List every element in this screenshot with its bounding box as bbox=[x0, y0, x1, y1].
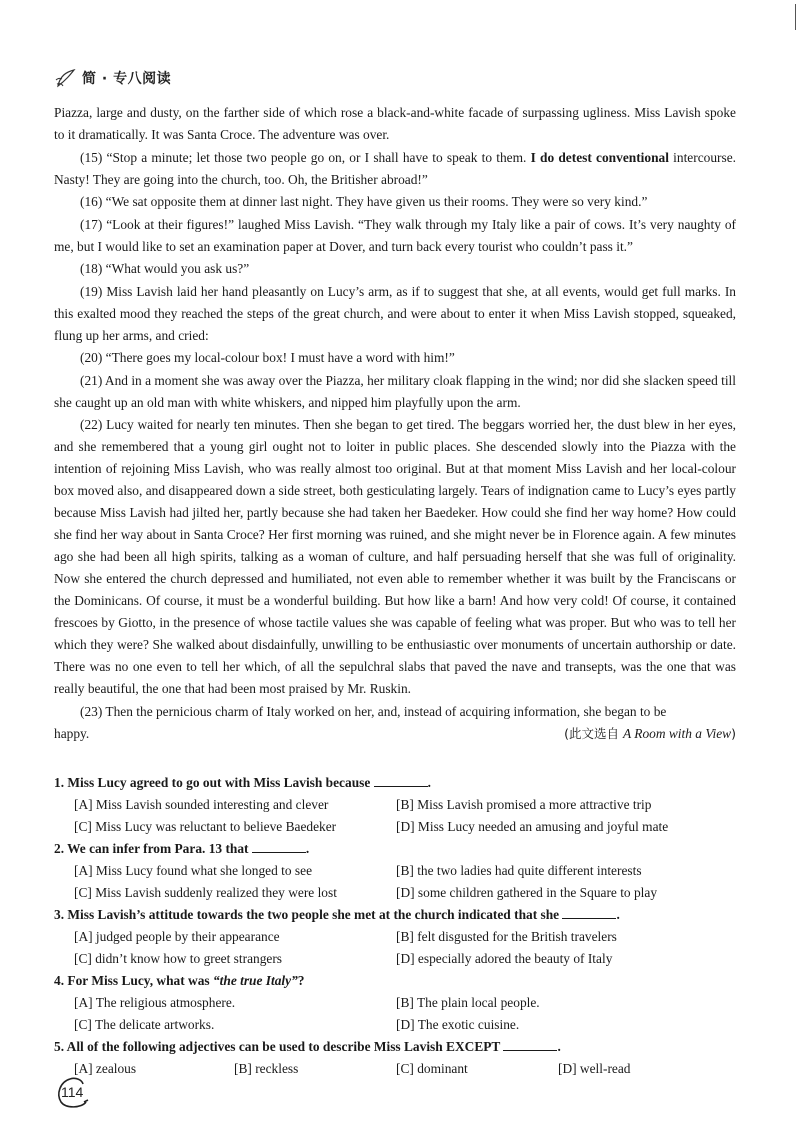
option-b: [B] Miss Lavish promised a more attractive trip bbox=[396, 797, 652, 812]
question-1-stem: 1. Miss Lucy agreed to go out with Miss Lavish because . bbox=[54, 775, 432, 790]
question-3-stem: 3. Miss Lavish’s attitude towards the two people she met at the church indicated that she . bbox=[54, 907, 620, 922]
question-1-options bbox=[54, 794, 744, 838]
paragraph-22: (22) Lucy waited for nearly ten minutes. Then she began to get tired. The beggars worried her, the dust blew in her eyes, and she remembered that a young girl ought not to loiter in public places. She descended slowly into the Piazza with the intention of rejoining Miss Lavish, who was really almost too original. But at that moment Miss Lavish and her local-colour box moved also, and disappeared down a side street, both gesticulating largely. Tears of indignation came to Lucy’s eyes partly because Miss Lavish had jilted her, partly because she had taken her Baedeker. How could she find her way home? How could she find her way about in Santa Croce? Her first morning was ruined, and she might never be in Florence again. A few minutes ago she had been all high spirits, talking as a woman of culture, and half persuading herself that she was full of originality. Now she entered the church depressed and humiliated, not even able to remember whether it was built by the Franciscans or the Dominicans. Of course, it must be a wonderful building. But how like a barn! And how very cold! Of course, it contained frescoes by Giotto, in the presence of whose tactile values she was capable of feeling what was proper. But who was to tell her which they were? She walked about disdainfully, unwilling to be enthusiastic over monuments of uncertain authorship or date. There was no one even to tell her which, of all the sepulchral slabs that paved the nave and transepts, was the one that was really beautiful, the one that had been most praised by Mr. Ruskin. bbox=[54, 417, 736, 696]
option-a: [A] The religious atmosphere. bbox=[74, 995, 236, 1010]
option-b: [B] reckless bbox=[234, 1061, 299, 1076]
answer-blank bbox=[374, 774, 428, 787]
paragraph-23-end: happy. bbox=[54, 726, 90, 741]
option-a: [A] Miss Lucy found what she longed to see bbox=[74, 863, 313, 878]
answer-blank bbox=[562, 906, 616, 919]
option-c: [C] Miss Lavish suddenly realized they were lost bbox=[74, 885, 337, 900]
source-line bbox=[54, 723, 736, 745]
option-b: [B] felt disgusted for the British travelers bbox=[396, 929, 617, 944]
answer-blank bbox=[503, 1038, 557, 1051]
question-5-stem: 5. All of the following adjectives can be used to describe Miss Lavish EXCEPT . bbox=[54, 1039, 561, 1054]
option-c: [C] The delicate artworks. bbox=[74, 1017, 215, 1032]
source-title: A Room with a View bbox=[622, 726, 732, 741]
option-d: [D] well-read bbox=[558, 1061, 631, 1076]
option-b: [B] the two ladies had quite different interests bbox=[396, 863, 642, 878]
paragraph-15: (15) “Stop a minute; let those two people go on, or I shall have to speak to them. I do detest conventional intercourse. Nasty! They are going into the church, too. Oh, the Britisher abroad!” bbox=[54, 149, 736, 187]
question-3-options bbox=[54, 926, 744, 970]
option-c: [C] dominant bbox=[396, 1061, 468, 1076]
source-citation: (此文选自 A Room with a View) bbox=[564, 726, 736, 741]
question-2-stem: 2. We can infer from Para. 13 that . bbox=[54, 841, 310, 856]
option-a: [A] judged people by their appearance bbox=[74, 929, 280, 944]
header-title: 简 · 专八阅读 bbox=[82, 71, 172, 87]
question-5-options bbox=[54, 1058, 744, 1080]
paragraph-20: (20) “There goes my local-colour box! I must have a word with him!” bbox=[80, 350, 455, 365]
option-b: [B] The plain local people. bbox=[396, 995, 540, 1010]
question-4-emphasis: “the true Italy” bbox=[212, 973, 298, 988]
page-number: 114 bbox=[61, 1084, 84, 1100]
paragraph-23: (23) Then the pernicious charm of Italy worked on her, and, instead of acquiring information, she began to be bbox=[80, 703, 667, 719]
question-list bbox=[54, 772, 744, 1080]
option-d: [D] The exotic cuisine. bbox=[396, 1017, 520, 1032]
corner-mark bbox=[795, 4, 796, 30]
page-header bbox=[54, 66, 171, 90]
option-c: [C] didn’t know how to greet strangers bbox=[74, 951, 283, 966]
paragraph-16: (16) “We sat opposite them at dinner last night. They have given us their rooms. They were so very kind.” bbox=[80, 194, 648, 209]
option-c: [C] Miss Lucy was reluctant to believe Baedeker bbox=[74, 819, 337, 834]
question-4-stem: 4. For Miss Lucy, what was “the true Italy”? bbox=[54, 973, 305, 988]
option-a: [A] zealous bbox=[74, 1061, 137, 1076]
option-d: [D] especially adored the beauty of Italy bbox=[396, 951, 613, 966]
question-4-options bbox=[54, 992, 744, 1036]
paragraph-19: (19) Miss Lavish laid her hand pleasantly on Lucy’s arm, as if to suggest that she, at all events, would get full marks. In this exalted mood they reached the steps of the great church, and were about to enter it when Miss Lavish stopped, squeaked, flung up her arms, and cried: bbox=[54, 283, 736, 343]
option-d: [D] Miss Lucy needed an amusing and joyful mate bbox=[396, 819, 669, 834]
paragraph-18: (18) “What would you ask us?” bbox=[80, 261, 250, 276]
paragraph-0: Piazza, large and dusty, on the farther side of which rose a black-and-white facade of surpassing ugliness. Miss Lavish spoke to it dramatically. It was Santa Croce. The adventure was over. bbox=[54, 105, 736, 142]
answer-blank bbox=[252, 840, 306, 853]
passage bbox=[54, 102, 736, 745]
option-a: [A] Miss Lavish sounded interesting and clever bbox=[74, 797, 329, 812]
paragraph-17: (17) “Look at their figures!” laughed Miss Lavish. “They walk through my Italy like a pair of cows. It’s very naughty of me, but I would like to set an examination paper at Dover, and turn back every tourist who couldn’t pass it.” bbox=[54, 216, 736, 254]
paragraph-21: (21) And in a moment she was away over the Piazza, her military cloak flapping in the wind; nor did she slacken speed till she caught up an old man with white whiskers, and nipped him playfully upon the arm. bbox=[54, 372, 736, 410]
leaf-logo-icon bbox=[54, 66, 78, 90]
question-2-options bbox=[54, 860, 744, 904]
option-d: [D] some children gathered in the Square to play bbox=[396, 885, 658, 900]
